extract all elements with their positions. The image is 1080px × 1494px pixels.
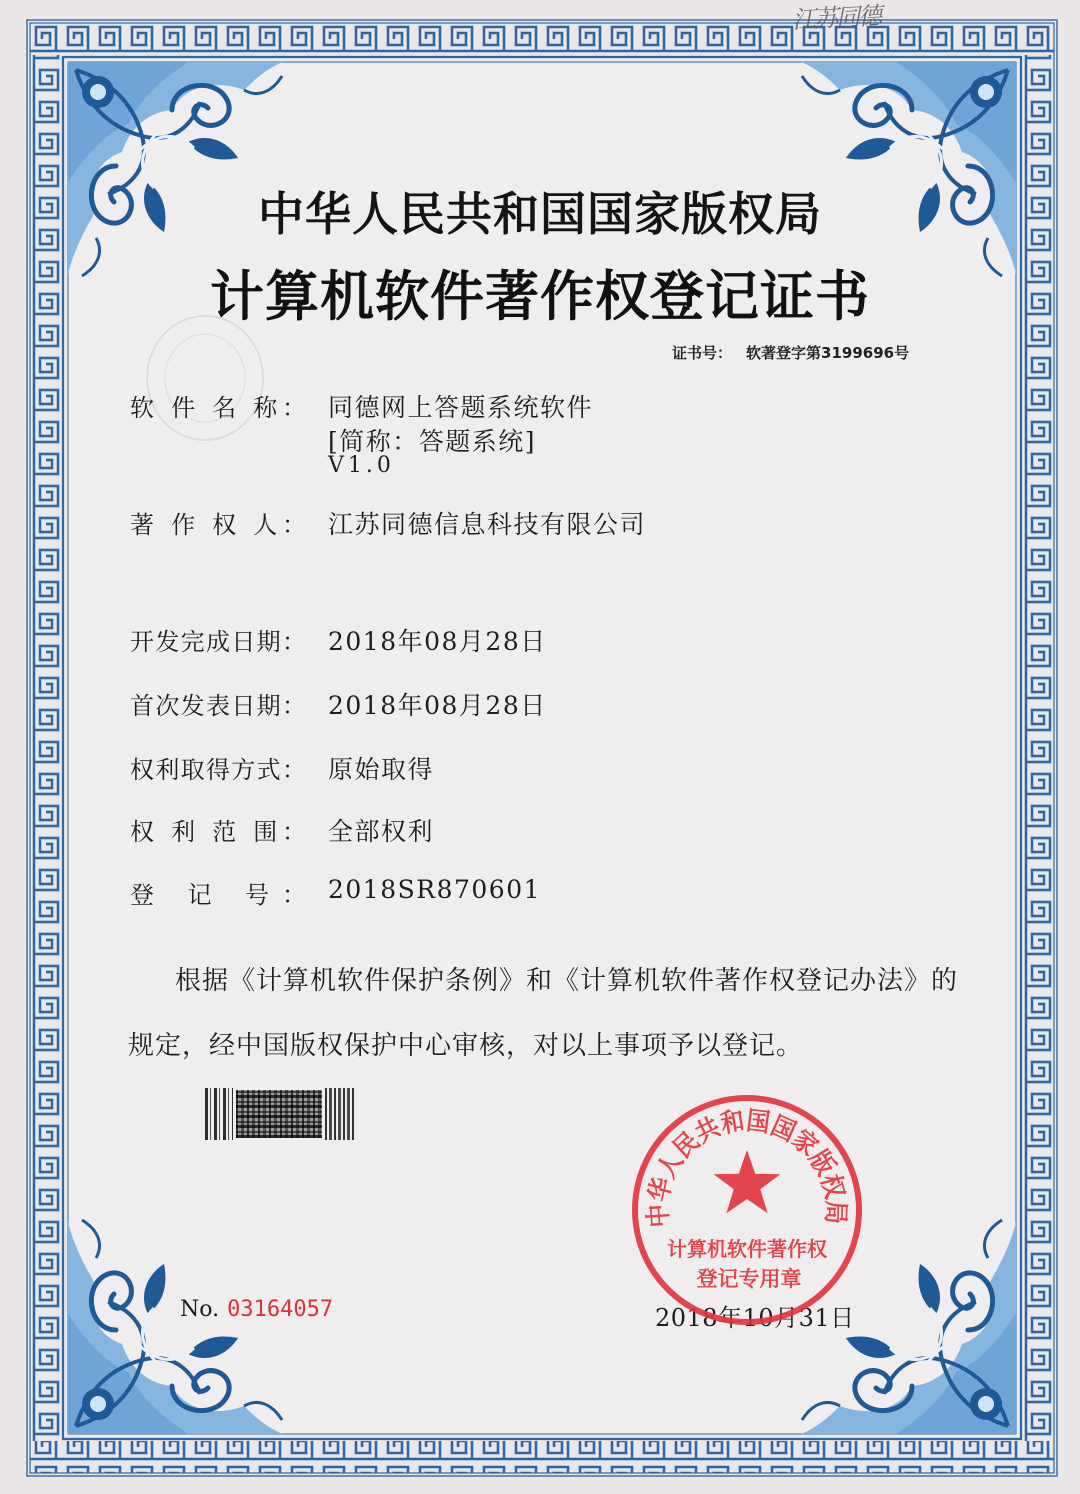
barcode-matrix <box>236 1090 322 1138</box>
certificate-title: 计算机软件著作权登记证书 <box>210 265 870 328</box>
software-name-label: 软 件 名 称： <box>130 394 306 422</box>
first-publication-date-label: 首次发表日期： <box>130 692 306 720</box>
handwritten-note: 江苏同德 <box>791 1 881 35</box>
barcode-bars-left <box>205 1088 233 1140</box>
serial-number <box>180 1297 333 1322</box>
first-publication-date-value: 2018年08月28日 <box>328 691 547 720</box>
copyright-holder-label: 著 作 权 人： <box>130 511 306 539</box>
software-short-name: [简称：答题系统] <box>328 427 537 456</box>
issuer-title: 中华人民共和国国家版权局 <box>258 187 822 241</box>
copyright-holder-value: 江苏同德信息科技有限公司 <box>328 510 647 539</box>
acquisition-method-value: 原始取得 <box>328 755 435 784</box>
certificate-number <box>672 342 909 363</box>
serial-prefix: No. <box>180 1297 220 1322</box>
software-name-value: 同德网上答题系统软件 <box>328 393 594 422</box>
software-version: V1.0 <box>328 453 395 478</box>
statement-line-1: 根据《计算机软件保护条例》和《计算机软件著作权登记办法》的 <box>175 966 959 996</box>
acquisition-method-label: 权利取得方式： <box>130 756 306 784</box>
certificate-number-label: 证书号： <box>672 344 733 362</box>
rights-scope-label: 权 利 范 围： <box>130 818 306 846</box>
serial-digits: 03164057 <box>227 1297 334 1322</box>
completion-date-label: 开发完成日期： <box>130 628 306 656</box>
barcode-bars-right <box>325 1088 355 1140</box>
registration-number-label: 登 记 号： <box>130 881 306 909</box>
completion-date-value: 2018年08月28日 <box>328 627 547 656</box>
rights-scope-value: 全部权利 <box>328 817 435 846</box>
seal-line-2: 登记专用章 <box>696 1267 802 1291</box>
certificate-number-value: 软著登字第3199696号 <box>746 344 910 362</box>
barcode <box>205 1088 355 1140</box>
seal-arc-text: 中华人民共和国国家版权局 <box>643 1105 851 1229</box>
seal-line-1: 计算机软件著作权 <box>667 1237 827 1261</box>
statement-line-2: 规定，经中国版权保护中心审核，对以上事项予以登记。 <box>128 1031 804 1061</box>
registration-number-value: 2018SR870601 <box>328 875 542 904</box>
issue-date: 2018年10月31日 <box>655 1304 855 1332</box>
